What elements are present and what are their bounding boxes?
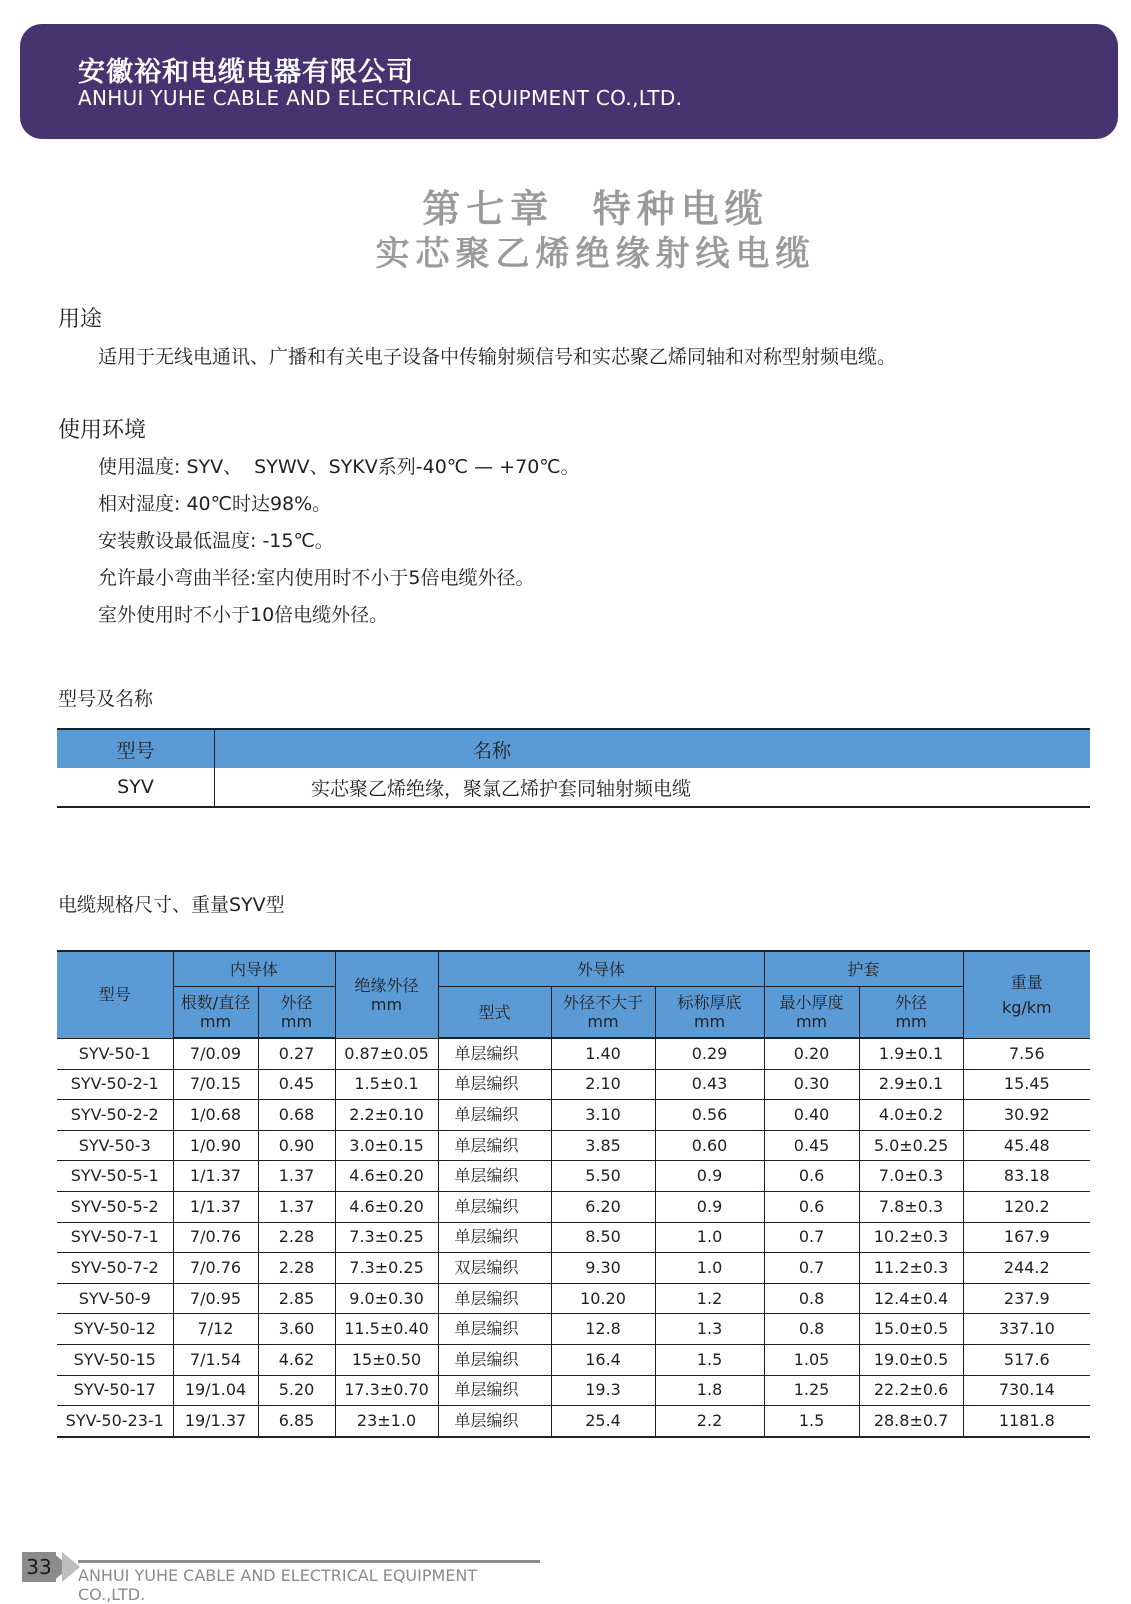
- sheath-min-cell: 0.6: [764, 1161, 859, 1192]
- insulation-od-cell: 9.0±0.30: [335, 1283, 438, 1314]
- sheath-od-cell: 11.2±0.3: [859, 1253, 963, 1284]
- model-cell: SYV-50-7-1: [57, 1222, 173, 1253]
- weight-cell: 7.56: [963, 1038, 1090, 1069]
- company-name-en: ANHUI YUHE CABLE AND ELECTRICAL EQUIPMENT CO.,LTD.: [78, 86, 683, 110]
- name-column-header: 名称: [215, 729, 1091, 768]
- table-row: [57, 1130, 1090, 1161]
- inner-count-cell: 1/0.68: [173, 1100, 258, 1131]
- model-cell: SYV-50-3: [57, 1130, 173, 1161]
- page-footer: [22, 1552, 542, 1604]
- outer-thickness-cell: 0.29: [655, 1038, 764, 1069]
- inner-count-cell: 7/12: [173, 1314, 258, 1345]
- inner-od-cell: 1.37: [258, 1161, 335, 1192]
- outer-type-cell: 单层编织: [438, 1161, 551, 1192]
- insulation-od-cell: 3.0±0.15: [335, 1130, 438, 1161]
- environment-line: 室外使用时不小于10倍电缆外径。: [98, 604, 389, 626]
- insulation-od-cell: 4.6±0.20: [335, 1161, 438, 1192]
- insulation-od-cell: 1.5±0.1: [335, 1069, 438, 1100]
- outer-conductor-header: 外导体: [438, 951, 764, 987]
- spec-table-body: [57, 1038, 1090, 1437]
- outer-od-cell: 3.85: [551, 1130, 655, 1161]
- outer-thickness-cell: 1.0: [655, 1253, 764, 1284]
- sheath-od-cell: 22.2±0.6: [859, 1375, 963, 1406]
- weight-cell: 517.6: [963, 1344, 1090, 1375]
- sheath-min-cell: 0.45: [764, 1130, 859, 1161]
- inner-od-header: 外径 mm: [258, 987, 335, 1039]
- inner-count-cell: 7/1.54: [173, 1344, 258, 1375]
- inner-count-cell: 1/1.37: [173, 1191, 258, 1222]
- table-row: [57, 1038, 1090, 1069]
- company-name-cn: 安徽裕和电缆电器有限公司: [78, 57, 414, 88]
- sheath-min-cell: 0.6: [764, 1191, 859, 1222]
- inner-od-cell: 2.28: [258, 1253, 335, 1284]
- outer-type-cell: 单层编织: [438, 1406, 551, 1437]
- sheath-od-cell: 28.8±0.7: [859, 1406, 963, 1437]
- outer-od-cell: 12.8: [551, 1314, 655, 1345]
- sheath-od-cell: 5.0±0.25: [859, 1130, 963, 1161]
- company-header-banner: [20, 24, 1118, 139]
- model-cell: SYV-50-5-2: [57, 1191, 173, 1222]
- insulation-od-cell: 11.5±0.40: [335, 1314, 438, 1345]
- sheath-od-cell: 19.0±0.5: [859, 1344, 963, 1375]
- outer-type-cell: 单层编织: [438, 1069, 551, 1100]
- environment-line: 使用温度: SYV、 SYWV、SYKV系列-40℃ — +70℃。: [98, 456, 580, 478]
- inner-od-cell: 5.20: [258, 1375, 335, 1406]
- chapter-title: 第七章 特种电缆: [422, 187, 769, 231]
- model-cell: SYV-50-7-2: [57, 1253, 173, 1284]
- insulation-od-cell: 7.3±0.25: [335, 1253, 438, 1284]
- weight-cell: 83.18: [963, 1161, 1090, 1192]
- table-row: [57, 1314, 1090, 1345]
- inner-count-cell: 1/1.37: [173, 1161, 258, 1192]
- outer-thickness-cell: 1.0: [655, 1222, 764, 1253]
- inner-count-cell: 7/0.15: [173, 1069, 258, 1100]
- table-row: [57, 1406, 1090, 1437]
- model-cell: SYV-50-17: [57, 1375, 173, 1406]
- outer-thickness-cell: 0.9: [655, 1191, 764, 1222]
- table-row: [57, 1283, 1090, 1314]
- inner-count-cell: 19/1.04: [173, 1375, 258, 1406]
- outer-type-cell: 单层编织: [438, 1375, 551, 1406]
- outer-thickness-cell: 1.3: [655, 1314, 764, 1345]
- weight-cell: 120.2: [963, 1191, 1090, 1222]
- outer-od-cell: 5.50: [551, 1161, 655, 1192]
- weight-cell: 1181.8: [963, 1406, 1090, 1437]
- table-row: [57, 1100, 1090, 1131]
- outer-thickness-cell: 0.60: [655, 1130, 764, 1161]
- outer-type-header: 型式: [438, 987, 551, 1039]
- inner-count-cell: 1/0.90: [173, 1130, 258, 1161]
- inner-count-cell: 19/1.37: [173, 1406, 258, 1437]
- environment-line: 安装敷设最低温度: -15℃。: [98, 530, 334, 552]
- sheath-min-header: 最小厚度 mm: [764, 987, 859, 1039]
- environment-line: 相对湿度: 40℃时达98%。: [98, 493, 332, 515]
- inner-od-cell: 6.85: [258, 1406, 335, 1437]
- sheath-min-cell: 0.7: [764, 1222, 859, 1253]
- table-row: [57, 1222, 1090, 1253]
- sheath-min-cell: 1.05: [764, 1344, 859, 1375]
- inner-count-cell: 7/0.09: [173, 1038, 258, 1069]
- outer-thickness-header: 标称厚底 mm: [655, 987, 764, 1039]
- weight-cell: 15.45: [963, 1069, 1090, 1100]
- table-row: [57, 768, 1090, 807]
- outer-od-cell: 8.50: [551, 1222, 655, 1253]
- outer-thickness-cell: 1.5: [655, 1344, 764, 1375]
- insulation-od-cell: 4.6±0.20: [335, 1191, 438, 1222]
- inner-od-cell: 2.28: [258, 1222, 335, 1253]
- outer-type-cell: 单层编织: [438, 1222, 551, 1253]
- insulation-od-cell: 23±1.0: [335, 1406, 438, 1437]
- footer-divider: [78, 1560, 540, 1563]
- model-name-table: [57, 728, 1090, 808]
- spec-table-heading: 电缆规格尺寸、重量SYV型: [58, 894, 285, 916]
- name-cell: 实芯聚乙烯绝缘，聚氯乙烯护套同轴射频电缆: [215, 768, 1091, 807]
- outer-thickness-cell: 0.43: [655, 1069, 764, 1100]
- inner-conductor-header: 内导体: [173, 951, 335, 987]
- table-row: [57, 1375, 1090, 1406]
- sheath-min-cell: 1.25: [764, 1375, 859, 1406]
- outer-type-cell: 单层编织: [438, 1191, 551, 1222]
- outer-type-cell: 单层编织: [438, 1283, 551, 1314]
- table-row: [57, 1344, 1090, 1375]
- weight-header: 重量 kg/km: [963, 951, 1090, 1038]
- sheath-od-cell: 4.0±0.2: [859, 1100, 963, 1131]
- inner-od-cell: 3.60: [258, 1314, 335, 1345]
- sheath-od-cell: 1.9±0.1: [859, 1038, 963, 1069]
- sheath-min-cell: 0.30: [764, 1069, 859, 1100]
- model-cell: SYV-50-9: [57, 1283, 173, 1314]
- outer-type-cell: 单层编织: [438, 1100, 551, 1131]
- weight-cell: 244.2: [963, 1253, 1090, 1284]
- sheath-min-cell: 0.7: [764, 1253, 859, 1284]
- outer-od-cell: 1.40: [551, 1038, 655, 1069]
- footer-company-en: ANHUI YUHE CABLE AND ELECTRICAL EQUIPMENT CO.,LTD.: [78, 1566, 478, 1604]
- insulation-od-cell: 2.2±0.10: [335, 1100, 438, 1131]
- outer-od-header: 外径不大于 mm: [551, 987, 655, 1039]
- outer-od-cell: 6.20: [551, 1191, 655, 1222]
- inner-od-cell: 0.45: [258, 1069, 335, 1100]
- sheath-min-cell: 1.5: [764, 1406, 859, 1437]
- outer-od-cell: 19.3: [551, 1375, 655, 1406]
- sheath-od-cell: 2.9±0.1: [859, 1069, 963, 1100]
- outer-type-cell: 双层编织: [438, 1253, 551, 1284]
- inner-count-cell: 7/0.95: [173, 1283, 258, 1314]
- outer-od-cell: 2.10: [551, 1069, 655, 1100]
- page-number: 33: [22, 1552, 56, 1582]
- sheath-min-cell: 0.20: [764, 1038, 859, 1069]
- table-row: [57, 1253, 1090, 1284]
- usage-heading: 用途: [58, 307, 103, 332]
- sheath-od-header: 外径 mm: [859, 987, 963, 1039]
- model-cell: SYV-50-15: [57, 1344, 173, 1375]
- sheath-od-cell: 10.2±0.3: [859, 1222, 963, 1253]
- outer-od-cell: 10.20: [551, 1283, 655, 1314]
- spec-table: [57, 950, 1090, 1438]
- model-cell: SYV-50-1: [57, 1038, 173, 1069]
- environment-line: 允许最小弯曲半径:室内使用时不小于5倍电缆外径。: [98, 567, 535, 589]
- weight-cell: 237.9: [963, 1283, 1090, 1314]
- inner-count-header: 根数/直径 mm: [173, 987, 258, 1039]
- sheath-od-cell: 15.0±0.5: [859, 1314, 963, 1345]
- sheath-min-cell: 0.8: [764, 1314, 859, 1345]
- environment-heading: 使用环境: [58, 418, 147, 443]
- outer-type-cell: 单层编织: [438, 1344, 551, 1375]
- model-cell: SYV-50-2-1: [57, 1069, 173, 1100]
- outer-thickness-cell: 0.9: [655, 1161, 764, 1192]
- weight-cell: 30.92: [963, 1100, 1090, 1131]
- weight-cell: 45.48: [963, 1130, 1090, 1161]
- model-column-header: 型号: [57, 729, 215, 768]
- model-cell: SYV-50-2-2: [57, 1100, 173, 1131]
- outer-od-cell: 16.4: [551, 1344, 655, 1375]
- insulation-od-cell: 0.87±0.05: [335, 1038, 438, 1069]
- outer-type-cell: 单层编织: [438, 1130, 551, 1161]
- weight-cell: 730.14: [963, 1375, 1090, 1406]
- inner-od-cell: 1.37: [258, 1191, 335, 1222]
- outer-type-cell: 单层编织: [438, 1038, 551, 1069]
- inner-count-cell: 7/0.76: [173, 1253, 258, 1284]
- model-header: 型号: [57, 951, 173, 1038]
- model-cell: SYV: [57, 768, 215, 807]
- outer-od-cell: 3.10: [551, 1100, 655, 1131]
- outer-thickness-cell: 2.2: [655, 1406, 764, 1437]
- table-row: [57, 1069, 1090, 1100]
- outer-type-cell: 单层编织: [438, 1314, 551, 1345]
- sheath-header: 护套: [764, 951, 963, 987]
- outer-thickness-cell: 0.56: [655, 1100, 764, 1131]
- outer-thickness-cell: 1.8: [655, 1375, 764, 1406]
- model-cell: SYV-50-23-1: [57, 1406, 173, 1437]
- model-table-heading: 型号及名称: [58, 688, 154, 710]
- usage-text: 适用于无线电通讯、广播和有关电子设备中传输射频信号和实芯聚乙烯同轴和对称型射频电缆。: [98, 346, 897, 368]
- weight-cell: 337.10: [963, 1314, 1090, 1345]
- insulation-od-cell: 15±0.50: [335, 1344, 438, 1375]
- inner-od-cell: 0.68: [258, 1100, 335, 1131]
- inner-od-cell: 2.85: [258, 1283, 335, 1314]
- model-cell: SYV-50-5-1: [57, 1161, 173, 1192]
- sheath-od-cell: 7.8±0.3: [859, 1191, 963, 1222]
- sheath-min-cell: 0.40: [764, 1100, 859, 1131]
- inner-od-cell: 0.90: [258, 1130, 335, 1161]
- outer-thickness-cell: 1.2: [655, 1283, 764, 1314]
- insulation-od-cell: 17.3±0.70: [335, 1375, 438, 1406]
- sheath-min-cell: 0.8: [764, 1283, 859, 1314]
- weight-cell: 167.9: [963, 1222, 1090, 1253]
- insulation-od-header: 绝缘外径 mm: [335, 951, 438, 1038]
- outer-od-cell: 25.4: [551, 1406, 655, 1437]
- inner-count-cell: 7/0.76: [173, 1222, 258, 1253]
- outer-od-cell: 9.30: [551, 1253, 655, 1284]
- chapter-subtitle: 实芯聚乙烯绝缘射线电缆: [375, 234, 816, 274]
- insulation-od-cell: 7.3±0.25: [335, 1222, 438, 1253]
- sheath-od-cell: 12.4±0.4: [859, 1283, 963, 1314]
- table-row: [57, 1161, 1090, 1192]
- inner-od-cell: 4.62: [258, 1344, 335, 1375]
- table-row: [57, 1191, 1090, 1222]
- inner-od-cell: 0.27: [258, 1038, 335, 1069]
- sheath-od-cell: 7.0±0.3: [859, 1161, 963, 1192]
- model-cell: SYV-50-12: [57, 1314, 173, 1345]
